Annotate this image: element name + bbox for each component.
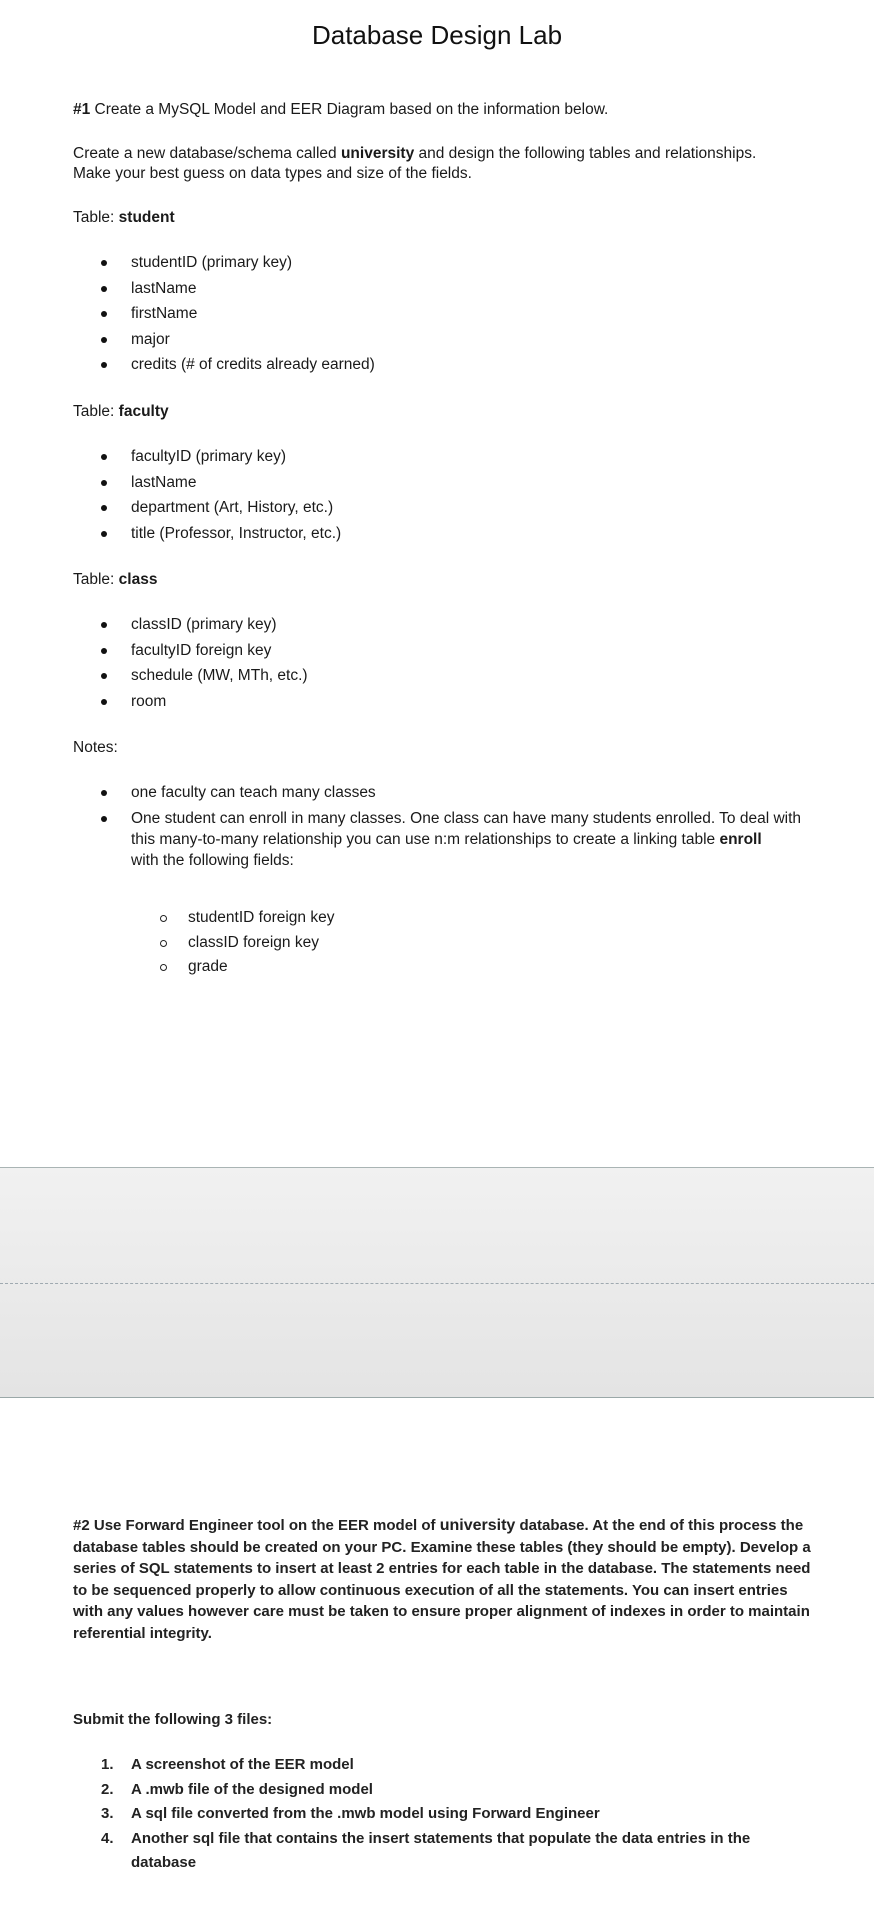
table-name: class	[118, 571, 158, 588]
table-label: Table:	[73, 571, 119, 588]
list-item: facultyID (primary key)	[101, 446, 341, 472]
list-item: studentID foreign key	[158, 907, 334, 932]
q1-intro	[73, 99, 608, 120]
table-name: faculty	[118, 403, 169, 420]
table-heading-class	[73, 569, 157, 590]
list-item: department (Art, History, etc.)	[101, 497, 341, 523]
list-item	[101, 1827, 801, 1876]
enroll-fields	[158, 907, 334, 981]
table-heading-student	[73, 207, 175, 228]
q2-text: database. At the end of this process the	[515, 1517, 804, 1534]
list-item: schedule (MW, MTh, etc.)	[101, 665, 308, 691]
notes-list	[101, 782, 831, 871]
q2-text: Use Forward Engineer tool on the EER model of	[89, 1517, 440, 1534]
notes-label: Notes:	[73, 739, 118, 756]
q1-intro-text: Create a MySQL Model and EER Diagram based on the information below.	[90, 101, 609, 118]
list-item: firstName	[101, 303, 375, 329]
list-item: title (Professor, Instructor, etc.)	[101, 523, 341, 549]
list-item	[101, 1802, 801, 1827]
list-item: room	[101, 691, 308, 717]
list-item: one faculty can teach many classes	[101, 782, 831, 808]
item-text: A screenshot of the EER model	[131, 1756, 354, 1773]
list-item: lastName	[101, 472, 341, 498]
page-break-line	[0, 1283, 874, 1284]
item-number: 4.	[101, 1829, 114, 1847]
table-heading-faculty	[73, 401, 169, 422]
faculty-fields	[101, 446, 341, 548]
item-number: 1.	[101, 1756, 114, 1773]
list-item: classID (primary key)	[101, 614, 308, 640]
list-item: grade	[158, 956, 334, 981]
q1-create-line	[73, 143, 756, 164]
item-number: 3.	[101, 1805, 114, 1822]
db-name: university	[340, 145, 415, 162]
class-fields	[101, 614, 308, 716]
item-text: A sql file converted from the .mwb model using Forward Engineer	[131, 1805, 600, 1822]
note2-line2: this many-to-many relationship you can use n:m relationships to create a linking table	[131, 830, 720, 848]
q2-number: #2	[73, 1517, 90, 1534]
note2-line1: One student can enroll in many classes. One class can have many students enrolled. To deal with	[131, 809, 802, 827]
q2-line: series of SQL statements to insert at least 2 entries for each table in the database. The statements need	[73, 1560, 811, 1577]
q2-paragraph	[73, 1515, 833, 1644]
item-number: 2.	[101, 1780, 114, 1798]
list-item: studentID (primary key)	[101, 252, 375, 278]
item-text: A .mwb file of the designed model	[131, 1780, 373, 1798]
list-item	[101, 808, 831, 871]
q2-line	[73, 1515, 833, 1537]
q2-line: to be sequenced properly to allow continuous execution of all the statements. You can insert entries	[73, 1581, 788, 1599]
table-label: Table:	[73, 403, 119, 420]
q2-line: database tables should be created on your PC. Examine these tables (they should be empty). Develop a	[73, 1538, 811, 1556]
q2-line: referential integrity.	[73, 1624, 212, 1642]
list-item: lastName	[101, 278, 375, 304]
list-item: classID foreign key	[158, 932, 334, 957]
item-text: Another sql file that contains the insert statements that populate the data entries in the database	[131, 1829, 751, 1871]
list-item	[101, 1778, 801, 1803]
create-text: Create a new database/schema called	[73, 145, 341, 162]
list-item: facultyID foreign key	[101, 640, 308, 666]
enroll-table-name: enroll	[719, 830, 762, 848]
page-gap	[0, 1167, 874, 1398]
files-list	[101, 1753, 801, 1876]
note2-line3: with the following fields:	[131, 851, 294, 869]
list-item	[101, 1753, 801, 1778]
table-name: student	[118, 209, 175, 226]
student-fields	[101, 252, 375, 380]
list-item: credits (# of credits already earned)	[101, 354, 375, 380]
table-label: Table:	[73, 209, 119, 226]
q1-number: #1	[73, 101, 91, 118]
db-name: university	[439, 1517, 516, 1534]
list-item: major	[101, 329, 375, 355]
create-text-end: and design the following tables and relationships.	[414, 145, 757, 162]
page-2	[0, 1398, 874, 1920]
document-title: Database Design Lab	[311, 20, 563, 50]
q2-line: with any values however care must be taken to ensure proper alignment of indexes in order to maintain	[73, 1603, 810, 1620]
q1-guess-line: Make your best guess on data types and size of the fields.	[73, 165, 472, 182]
submit-label: Submit the following 3 files:	[73, 1711, 273, 1728]
